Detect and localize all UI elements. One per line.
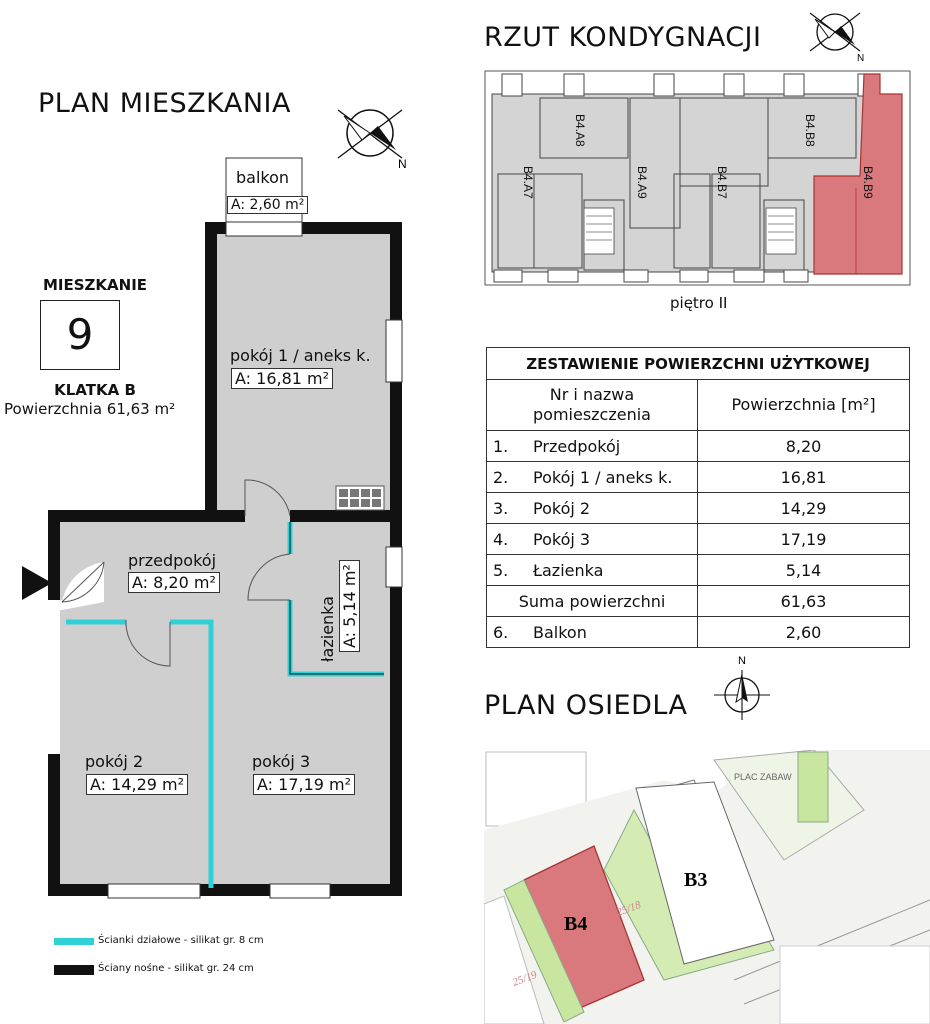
legend-wall-swatch bbox=[54, 965, 94, 975]
entrance-arrow-icon bbox=[22, 566, 52, 600]
legend-partition-swatch bbox=[54, 938, 94, 945]
area-table bbox=[486, 347, 910, 648]
table-row: 1. Przedpokój 8,20 bbox=[487, 431, 910, 462]
room-przedpokoj-name: przedpokój bbox=[128, 551, 217, 570]
apartment-heading: MIESZKANIE bbox=[42, 276, 148, 294]
estate-b4-label: B4 bbox=[564, 913, 588, 935]
table-row: 2. Pokój 1 / aneks k. 16,81 bbox=[487, 462, 910, 493]
table-col1-header: Nr i nazwa pomieszczenia bbox=[487, 380, 698, 431]
estate-map bbox=[484, 750, 930, 1024]
floor-plan bbox=[484, 70, 912, 288]
floor-unit-a8: B4.A8 bbox=[573, 114, 587, 147]
stair-label: KLATKA B bbox=[54, 381, 136, 399]
estate-parcel-2: 25/18 bbox=[614, 898, 643, 919]
room-pokoj2-area: A: 14,29 m² bbox=[86, 774, 188, 795]
room-pokoj2-name: pokój 2 bbox=[85, 752, 144, 771]
estate-playground-label: PLAC ZABAW bbox=[734, 772, 792, 782]
legend-wall-label: Ściany nośne - silikat gr. 24 cm bbox=[98, 963, 254, 974]
room-balkon-area: A: 2,60 m² bbox=[227, 196, 308, 214]
room-balkon-name: balkon bbox=[236, 168, 290, 187]
room-lazienka-area: A: 5,14 m² bbox=[339, 560, 360, 652]
table-title: ZESTAWIENIE POWIERZCHNI UŻYTKOWEJ bbox=[487, 348, 910, 380]
room-pokoj1-name: pokój 1 / aneks k. bbox=[230, 346, 371, 365]
table-row: 4. Pokój 3 17,19 bbox=[487, 524, 910, 555]
floor-unit-a9: B4.A9 bbox=[635, 166, 649, 199]
floor-unit-b8: B4.B8 bbox=[803, 114, 817, 147]
table-row: 5. Łazienka 5,14 bbox=[487, 555, 910, 586]
estate-b3-label: B3 bbox=[684, 869, 708, 891]
table-sum-row: Suma powierzchni 61,63 bbox=[487, 586, 910, 617]
compass-icon-estate bbox=[710, 650, 774, 722]
compass-north-label-floor: N bbox=[857, 53, 865, 63]
floor-unit-b7: B4.B7 bbox=[715, 166, 729, 199]
room-pokoj3-name: pokój 3 bbox=[252, 752, 311, 771]
legend-partition-label: Ścianki działowe - silikat gr. 8 cm bbox=[98, 935, 264, 946]
room-przedpokoj-area: A: 8,20 m² bbox=[128, 572, 220, 593]
plan-title: PLAN MIESZKANIA bbox=[38, 88, 291, 119]
table-row: 3. Pokój 2 14,29 bbox=[487, 493, 910, 524]
estate-title: PLAN OSIEDLA bbox=[484, 690, 688, 721]
apartment-area: Powierzchnia 61,63 m² bbox=[4, 400, 176, 418]
room-lazienka-name: łazienka bbox=[318, 596, 337, 662]
room-pokoj3-area: A: 17,19 m² bbox=[253, 774, 355, 795]
floor-unit-a7: B4.A7 bbox=[521, 166, 535, 199]
room-pokoj1-area: A: 16,81 m² bbox=[231, 368, 333, 389]
compass-north-label: N bbox=[398, 157, 407, 171]
floor-caption: piętro II bbox=[670, 294, 728, 312]
floor-unit-b9: B4.B9 bbox=[861, 166, 875, 199]
compass-north-label-estate: N bbox=[738, 655, 746, 667]
compass-icon-floor bbox=[805, 5, 875, 63]
floor-title: RZUT KONDYGNACJI bbox=[484, 22, 762, 53]
estate-parcel-1: 25/19 bbox=[510, 968, 539, 989]
table-col2-header: Powierzchnia [m²] bbox=[698, 380, 910, 431]
apartment-number: 9 bbox=[40, 300, 120, 370]
apartment-plan bbox=[0, 150, 420, 920]
table-row: 6. Balkon 2,60 bbox=[487, 617, 910, 648]
